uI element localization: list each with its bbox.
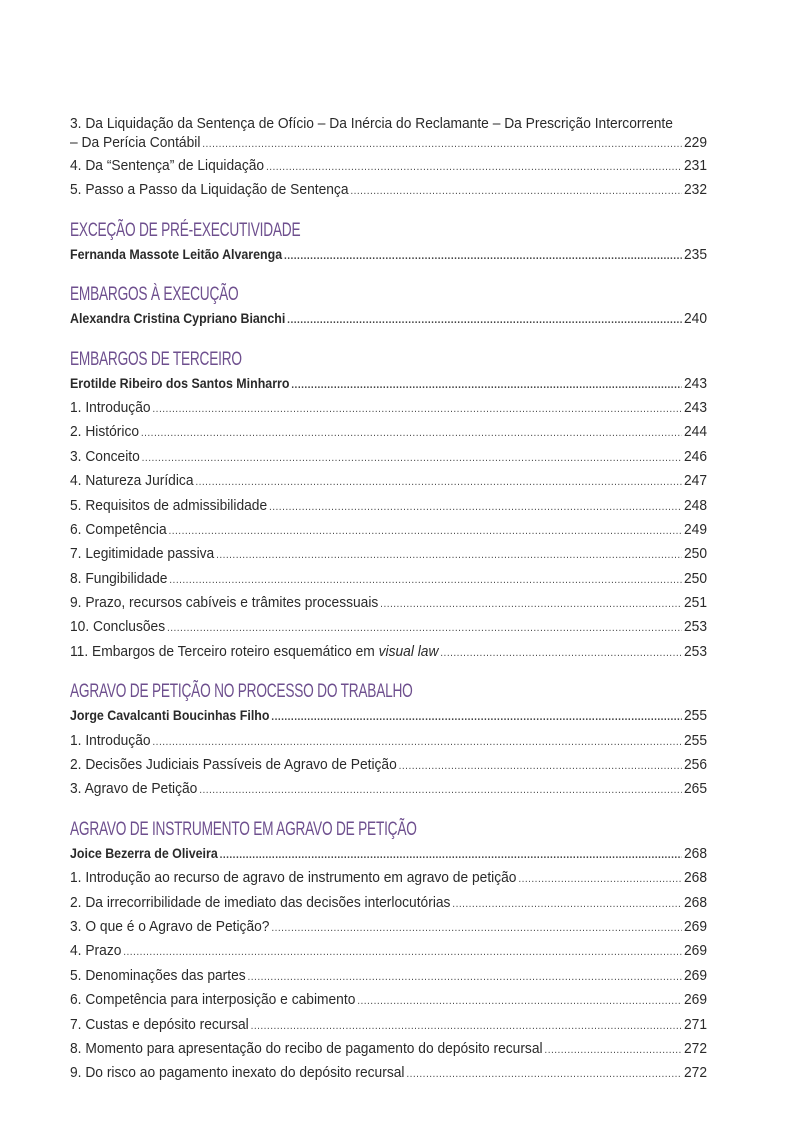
toc-page-number: 268 bbox=[683, 893, 708, 911]
toc-entry-label: 9. Do risco ao pagamento inexato do depósito recursal bbox=[70, 1064, 405, 1082]
toc-page-number: 253 bbox=[683, 618, 708, 636]
toc-entry[interactable] bbox=[70, 964, 707, 988]
toc-entry[interactable] bbox=[70, 1061, 707, 1085]
toc-entry-label: 6. Competência bbox=[70, 520, 167, 538]
dot-leader bbox=[169, 568, 682, 592]
dot-leader bbox=[284, 244, 682, 268]
toc-entry[interactable] bbox=[70, 445, 707, 469]
toc-entry-label: 7. Legitimidade passiva bbox=[70, 545, 215, 563]
author-name: Fernanda Massote Leitão Alvarenga bbox=[70, 246, 283, 262]
toc-page-number: 251 bbox=[683, 594, 708, 612]
author-name: Joice Bezerra de Oliveira bbox=[70, 845, 218, 861]
toc-entry[interactable] bbox=[70, 753, 707, 777]
chapter-heading: EXCEÇÃO DE PRÉ-EXECUTIVIDADE bbox=[70, 219, 301, 241]
toc-entry-label: 9. Prazo, recursos cabíveis e trâmites processuais bbox=[70, 594, 379, 612]
toc-entry[interactable] bbox=[70, 469, 707, 493]
toc-entry-label: 5. Requisitos de admissibilidade bbox=[70, 496, 268, 514]
toc-page-number: 229 bbox=[683, 134, 708, 151]
toc-entry[interactable] bbox=[70, 114, 707, 154]
toc-page-number: 246 bbox=[683, 447, 708, 465]
dot-leader bbox=[266, 155, 682, 179]
chapter-heading: EMBARGOS DE TERCEIRO bbox=[70, 348, 242, 370]
dot-leader bbox=[152, 730, 682, 754]
chapter-author[interactable] bbox=[70, 842, 707, 866]
toc-entry[interactable] bbox=[70, 988, 707, 1012]
toc-page-number: 272 bbox=[683, 1039, 708, 1057]
dot-leader bbox=[167, 616, 682, 640]
author-name: Alexandra Cristina Cypriano Bianchi bbox=[70, 311, 286, 327]
chapter-heading: AGRAVO DE PETIÇÃO NO PROCESSO DO TRABALHO bbox=[70, 681, 413, 703]
toc-entry[interactable] bbox=[70, 939, 707, 963]
toc-entry-label: 1. Introdução ao recurso de agravo de instrumento em agravo de petição bbox=[70, 869, 517, 887]
toc-entry[interactable] bbox=[70, 420, 707, 444]
toc-entry[interactable] bbox=[70, 567, 707, 591]
toc-page-number: 268 bbox=[683, 844, 708, 862]
dot-leader bbox=[287, 308, 682, 332]
author-name: Jorge Cavalcanti Boucinhas Filho bbox=[70, 708, 270, 724]
toc-entry[interactable] bbox=[70, 615, 707, 639]
toc-entry-label: 3. Conceito bbox=[70, 447, 140, 465]
dot-leader bbox=[406, 1062, 682, 1086]
toc-page-number: 269 bbox=[683, 942, 708, 960]
toc-entry[interactable] bbox=[70, 494, 707, 518]
dot-leader bbox=[271, 916, 682, 940]
toc-page-number: 253 bbox=[683, 642, 708, 660]
toc-entry-label: 2. Da irrecorribilidade de imediato das decisões interlocutórias bbox=[70, 893, 451, 911]
toc-entry-label: 2. Histórico bbox=[70, 423, 140, 441]
toc-page-number: 250 bbox=[683, 569, 708, 587]
dot-leader bbox=[380, 592, 682, 616]
toc-entry[interactable] bbox=[70, 866, 707, 890]
toc-entry-label: 4. Da “Sentença” de Liquidação bbox=[70, 157, 265, 174]
toc-entry-label: 6. Competência para interposição e cabimento bbox=[70, 991, 356, 1009]
toc-page-number: 244 bbox=[683, 423, 708, 441]
toc-entry[interactable] bbox=[70, 729, 707, 753]
dot-leader bbox=[202, 135, 682, 154]
toc-page-number: 269 bbox=[683, 966, 708, 984]
dot-leader bbox=[544, 1038, 682, 1062]
dot-leader bbox=[452, 892, 682, 916]
toc-entry-label: 7. Custas e depósito recursal bbox=[70, 1015, 249, 1033]
toc-page-number: 250 bbox=[683, 545, 708, 563]
toc-entry-label: 4. Prazo bbox=[70, 942, 122, 960]
toc-page-number: 255 bbox=[683, 731, 708, 749]
dot-leader bbox=[357, 989, 682, 1013]
chapter-heading: AGRAVO DE INSTRUMENTO EM AGRAVO DE PETIÇÃO bbox=[70, 818, 417, 840]
dot-leader bbox=[269, 495, 682, 519]
toc-page-number: 235 bbox=[683, 245, 708, 263]
toc-entry-label: 10. Conclusões bbox=[70, 618, 166, 636]
toc-entry-label: 3. Agravo de Petição bbox=[70, 780, 198, 798]
dot-leader bbox=[199, 778, 682, 802]
toc-entry[interactable] bbox=[70, 777, 707, 801]
toc-entry-label-italic: visual law bbox=[378, 642, 439, 660]
dot-leader bbox=[350, 179, 682, 203]
chapter-author[interactable] bbox=[70, 243, 707, 267]
toc-page-number: 269 bbox=[683, 991, 708, 1009]
toc-entry-label: – Da Perícia Contábil bbox=[70, 134, 201, 151]
dot-leader bbox=[399, 754, 683, 778]
toc-page-number: 255 bbox=[683, 707, 708, 725]
author-name: Erotilde Ribeiro dos Santos Minharro bbox=[70, 375, 290, 391]
toc-entry-label: 3. O que é o Agravo de Petição? bbox=[70, 917, 270, 935]
toc-entry[interactable] bbox=[70, 591, 707, 615]
toc-page-number: 271 bbox=[683, 1015, 708, 1033]
dot-leader bbox=[248, 965, 683, 989]
toc-page-number: 248 bbox=[683, 496, 708, 514]
toc-entry-label bbox=[70, 640, 438, 664]
dot-leader bbox=[141, 421, 682, 445]
toc-page-number: 272 bbox=[683, 1064, 708, 1082]
chapter-author[interactable] bbox=[70, 307, 707, 331]
toc-page-number: 256 bbox=[683, 756, 708, 774]
dot-leader bbox=[142, 446, 682, 470]
toc-entry-label: 1. Introdução bbox=[70, 731, 151, 749]
toc-entry[interactable] bbox=[70, 396, 707, 420]
toc-entry-label: 5. Denominações das partes bbox=[70, 966, 246, 984]
dot-leader bbox=[152, 397, 682, 421]
toc-page-number: 265 bbox=[683, 780, 708, 798]
toc-entry-label: 8. Fungibilidade bbox=[70, 569, 168, 587]
dot-leader bbox=[440, 641, 682, 665]
toc-entry-label: 2. Decisões Judiciais Passíveis de Agravo de Petição bbox=[70, 756, 397, 774]
toc-page-number: 243 bbox=[683, 374, 708, 392]
toc-page-number: 249 bbox=[683, 520, 708, 538]
toc-entry-label-text: 11. Embargos de Terceiro roteiro esquemático em bbox=[70, 642, 379, 660]
toc-entry[interactable] bbox=[70, 1037, 707, 1061]
toc-page-number: 243 bbox=[683, 398, 708, 416]
toc-page-number: 232 bbox=[683, 181, 708, 199]
dot-leader bbox=[195, 470, 682, 494]
toc-entry[interactable] bbox=[70, 915, 707, 939]
toc-entry-label: 4. Natureza Jurídica bbox=[70, 472, 194, 490]
dot-leader bbox=[123, 940, 682, 964]
chapter-author[interactable] bbox=[70, 372, 707, 396]
toc-page-number: 231 bbox=[683, 157, 708, 174]
dot-leader bbox=[271, 705, 682, 729]
dot-leader bbox=[168, 519, 682, 543]
toc-entry-label: 1. Introdução bbox=[70, 398, 151, 416]
dot-leader bbox=[518, 867, 682, 891]
dot-leader bbox=[216, 543, 682, 567]
toc-page-number: 240 bbox=[683, 310, 708, 328]
toc-entry[interactable] bbox=[70, 891, 707, 915]
dot-leader bbox=[220, 843, 683, 867]
toc-entry[interactable] bbox=[70, 178, 707, 202]
chapter-heading: EMBARGOS À EXECUÇÃO bbox=[70, 284, 239, 306]
table-of-contents bbox=[70, 114, 707, 1086]
toc-entry[interactable] bbox=[70, 518, 707, 542]
toc-page-number: 247 bbox=[683, 472, 708, 490]
toc-entry[interactable] bbox=[70, 640, 707, 664]
dot-leader bbox=[291, 373, 682, 397]
toc-entry[interactable] bbox=[70, 154, 707, 178]
toc-entry-label: 8. Momento para apresentação do recibo de pagamento do depósito recursal bbox=[70, 1039, 543, 1057]
toc-page-number: 268 bbox=[683, 869, 708, 887]
chapter-author[interactable] bbox=[70, 704, 707, 728]
toc-entry-label-line1: 3. Da Liquidação da Sentença de Ofício – Da Inércia do Reclamante – Da Prescrição Intercorrente bbox=[70, 115, 673, 132]
dot-leader bbox=[251, 1014, 683, 1038]
toc-entry[interactable] bbox=[70, 1013, 707, 1037]
toc-page-number: 269 bbox=[683, 917, 708, 935]
toc-entry[interactable] bbox=[70, 542, 707, 566]
toc-entry-label: 5. Passo a Passo da Liquidação de Sentença bbox=[70, 181, 349, 199]
